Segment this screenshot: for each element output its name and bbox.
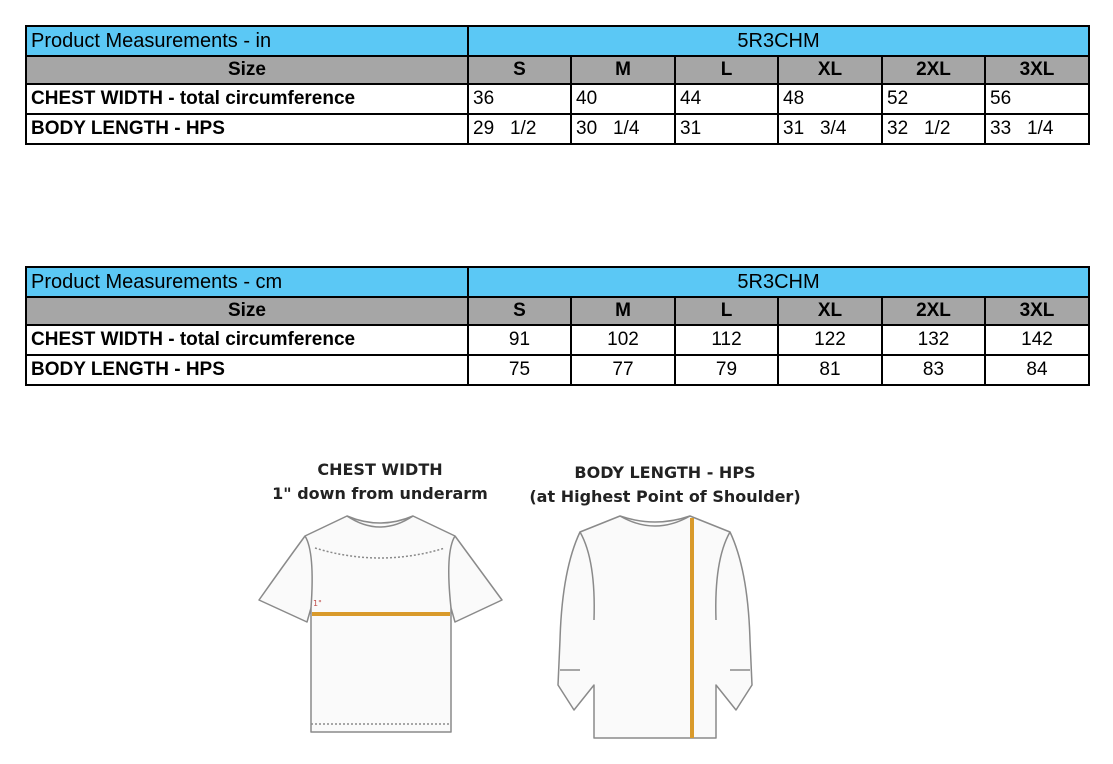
table-title: Product Measurements - cm [26, 267, 468, 297]
size-xl-header: XL [778, 297, 882, 325]
table-row-body-length [26, 355, 1089, 385]
table-cell: 142 [985, 325, 1089, 355]
table-cell: 122 [778, 325, 882, 355]
size-2xl-header: 2XL [882, 297, 985, 325]
size-l-header: L [675, 297, 778, 325]
table-cell: 31 [675, 114, 778, 144]
table-cell: 48 [778, 84, 882, 114]
table-cell: 83 [882, 355, 985, 385]
table-row-body-length [26, 114, 1089, 144]
table-cell: 52 [882, 84, 985, 114]
table-cell: 132 [882, 325, 985, 355]
table-cell: 40 [571, 84, 675, 114]
table-cell: 56 [985, 84, 1089, 114]
body-length-title: BODY LENGTH - HPS [574, 463, 756, 482]
row-label: CHEST WIDTH - total circumference [26, 325, 468, 355]
chest-width-note: 1" down from underarm [272, 484, 488, 503]
size-2xl-header: 2XL [882, 56, 985, 84]
chest-width-caption [250, 458, 510, 506]
table-cell: 91 [468, 325, 571, 355]
table-cell: 31 3/4 [778, 114, 882, 144]
body-length-note: (at Highest Point of Shoulder) [529, 487, 801, 506]
size-3xl-header: 3XL [985, 297, 1089, 325]
row-label: CHEST WIDTH - total circumference [26, 84, 468, 114]
table-cell: 32 1/2 [882, 114, 985, 144]
table-cell: 79 [675, 355, 778, 385]
size-3xl-header: 3XL [985, 56, 1089, 84]
row-label: BODY LENGTH - HPS [26, 355, 468, 385]
table-cell: 112 [675, 325, 778, 355]
table-cell: 44 [675, 84, 778, 114]
table-cell: 84 [985, 355, 1089, 385]
size-s-header: S [468, 56, 571, 84]
table-row-chest [26, 325, 1089, 355]
product-code: 5R3CHM [468, 267, 1089, 297]
size-m-header: M [571, 297, 675, 325]
size-s-header: S [468, 297, 571, 325]
table-cell: 77 [571, 355, 675, 385]
table-cell: 81 [778, 355, 882, 385]
size-header: Size [26, 297, 468, 325]
size-xl-header: XL [778, 56, 882, 84]
table-cell: 29 1/2 [468, 114, 571, 144]
measurements-table-cm [25, 266, 1090, 386]
underarm-offset-mark: 1" [313, 599, 322, 608]
chest-width-title: CHEST WIDTH [317, 460, 443, 479]
table-cell: 75 [468, 355, 571, 385]
size-l-header: L [675, 56, 778, 84]
long-sleeve-shirt-illustration [540, 510, 770, 742]
table-cell: 30 1/4 [571, 114, 675, 144]
table-cell: 33 1/4 [985, 114, 1089, 144]
table-cell: 102 [571, 325, 675, 355]
table-cell: 36 [468, 84, 571, 114]
table-row-chest [26, 84, 1089, 114]
table-title: Product Measurements - in [26, 26, 468, 56]
row-label: BODY LENGTH - HPS [26, 114, 468, 144]
product-code: 5R3CHM [468, 26, 1089, 56]
short-sleeve-shirt-illustration [255, 508, 505, 738]
size-m-header: M [571, 56, 675, 84]
measurements-table-inches [25, 25, 1090, 145]
size-header: Size [26, 56, 468, 84]
body-length-caption [520, 461, 810, 509]
